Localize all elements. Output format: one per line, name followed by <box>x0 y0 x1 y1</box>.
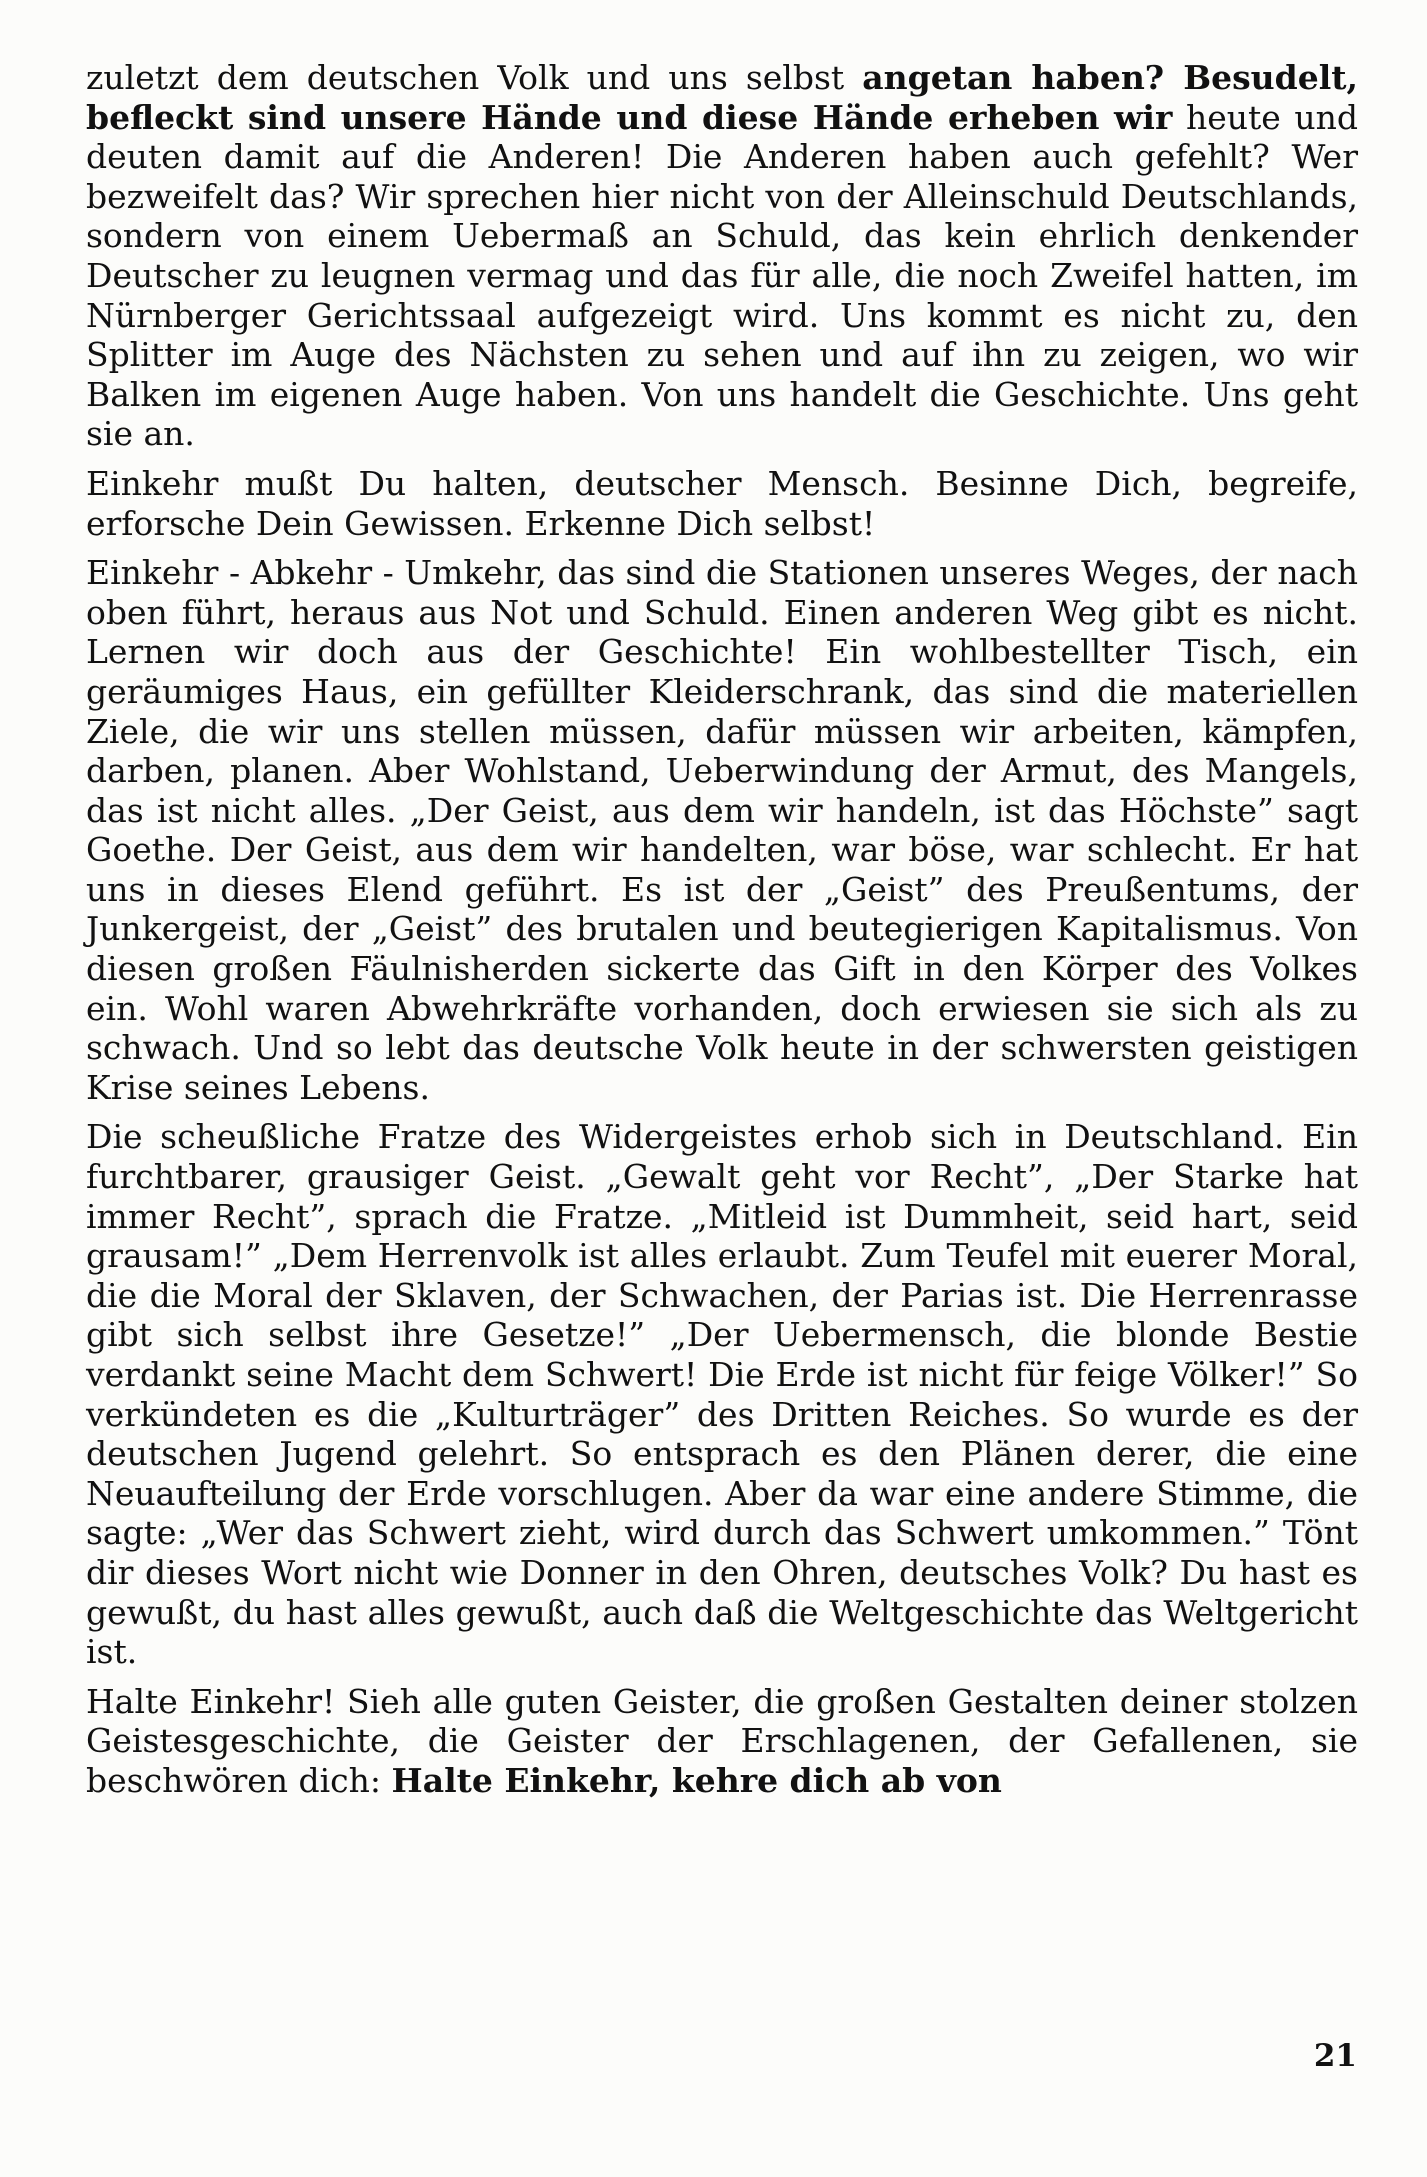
paragraph-5 <box>86 1682 1358 1801</box>
paragraph-3: Einkehr - Abkehr - Umkehr, das sind die Stationen unseres Weges, der nach oben führt, heraus aus Not und Schuld. Einen anderen Weg gibt es nicht. Lernen wir doch aus der Geschichte! Ein wohlbestellter Tisch, ein geräumiges Haus, ein gefüllter Kleiderschrank, das sind die materiellen Ziele, die wir uns stellen müssen, dafür müssen wir arbeiten, kämpfen, darben, planen. Aber Wohlstand, Ueberwindung der Armut, des Mangels, das ist nicht alles. „Der Geist, aus dem wir handeln, ist das Höchste” sagt Goethe. Der Geist, aus dem wir handelten, war böse, war schlecht. Er hat uns in dieses Elend geführt. Es ist der „Geist” des Preußentums, der Junkergeist, der „Geist” des brutalen und beutegierigen Kapitalismus. Von diesen großen Fäulnisherden sickerte das Gift in den Körper des Volkes ein. Wohl waren Abwehrkräfte vorhanden, doch erwiesen sie sich als zu schwach. Und so lebt das deutsche Volk heute in der schwersten geistigen Krise seines Lebens. <box>86 553 1358 1107</box>
paragraph-2: Einkehr mußt Du halten, deutscher Mensch. Besinne Dich, begreife, erforsche Dein Gewissen. Erkenne Dich selbst! <box>86 463 1358 543</box>
body-text <box>86 58 1358 1801</box>
paragraph-1-text: zuletzt dem deutschen Volk und uns selbst <box>86 58 863 97</box>
paragraph-5-text: Halte Einkehr! Sieh alle guten Geister, die großen Gestalten deiner stolzen Geistesgeschichte, die Geister der Erschlagenen, der Gefallenen, sie beschwören dich: <box>86 1681 1358 1800</box>
paragraph-1-bold-text: angetan haben? Besudelt, befleckt sind unsere Hände und diese Hände erheben wir <box>86 58 1358 137</box>
page-number: 21 <box>1313 2038 1357 2074</box>
paragraph-1-rest-text: heute und deuten damit auf die Anderen! Die Anderen haben auch gefehlt? Wer bezweifelt das? Wir sprechen hier nicht von der Alleinschuld Deutschlands, sondern von einem Uebermaß an Schuld, das kein ehrlich denkender Deutscher zu leugnen vermag und das für alle, die noch Zweifel hatten, im Nürnberger Gerichtssaal aufgezeigt wird. Uns kommt es nicht zu, den Splitter im Auge des Nächsten zu sehen und auf ihn zu zeigen, wo wir Balken im eigenen Auge haben. Von uns handelt die Geschichte. Uns geht sie an. <box>86 97 1358 454</box>
paragraph-1 <box>86 58 1358 454</box>
paragraph-5-bold-text: Halte Einkehr, kehre dich ab von <box>391 1760 1002 1800</box>
paragraph-4: Die scheußliche Fratze des Widergeistes erhob sich in Deutschland. Ein furchtbarer, grausiger Geist. „Gewalt geht vor Recht”, „Der Starke hat immer Recht”, sprach die Fratze. „Mitleid ist Dummheit, seid hart, seid grausam!” „Dem Herrenvolk ist alles erlaubt. Zum Teufel mit euerer Moral, die die Moral der Sklaven, der Schwachen, der Parias ist. Die Herrenrasse gibt sich selbst ihre Gesetze!” „Der Uebermensch, die blonde Bestie verdankt seine Macht dem Schwert! Die Erde ist nicht für feige Völker!” So verkündeten es die „Kulturträger” des Dritten Reiches. So wurde es der deutschen Jugend gelehrt. So entsprach es den Plänen derer, die eine Neuaufteilung der Erde vorschlugen. Aber da war eine andere Stimme, die sagte: „Wer das Schwert zieht, wird durch das Schwert umkommen.” Tönt dir dieses Wort nicht wie Donner in den Ohren, deutsches Volk? Du hast es gewußt, du hast alles gewußt, auch daß die Weltgeschichte das Weltgericht ist. <box>86 1117 1358 1672</box>
